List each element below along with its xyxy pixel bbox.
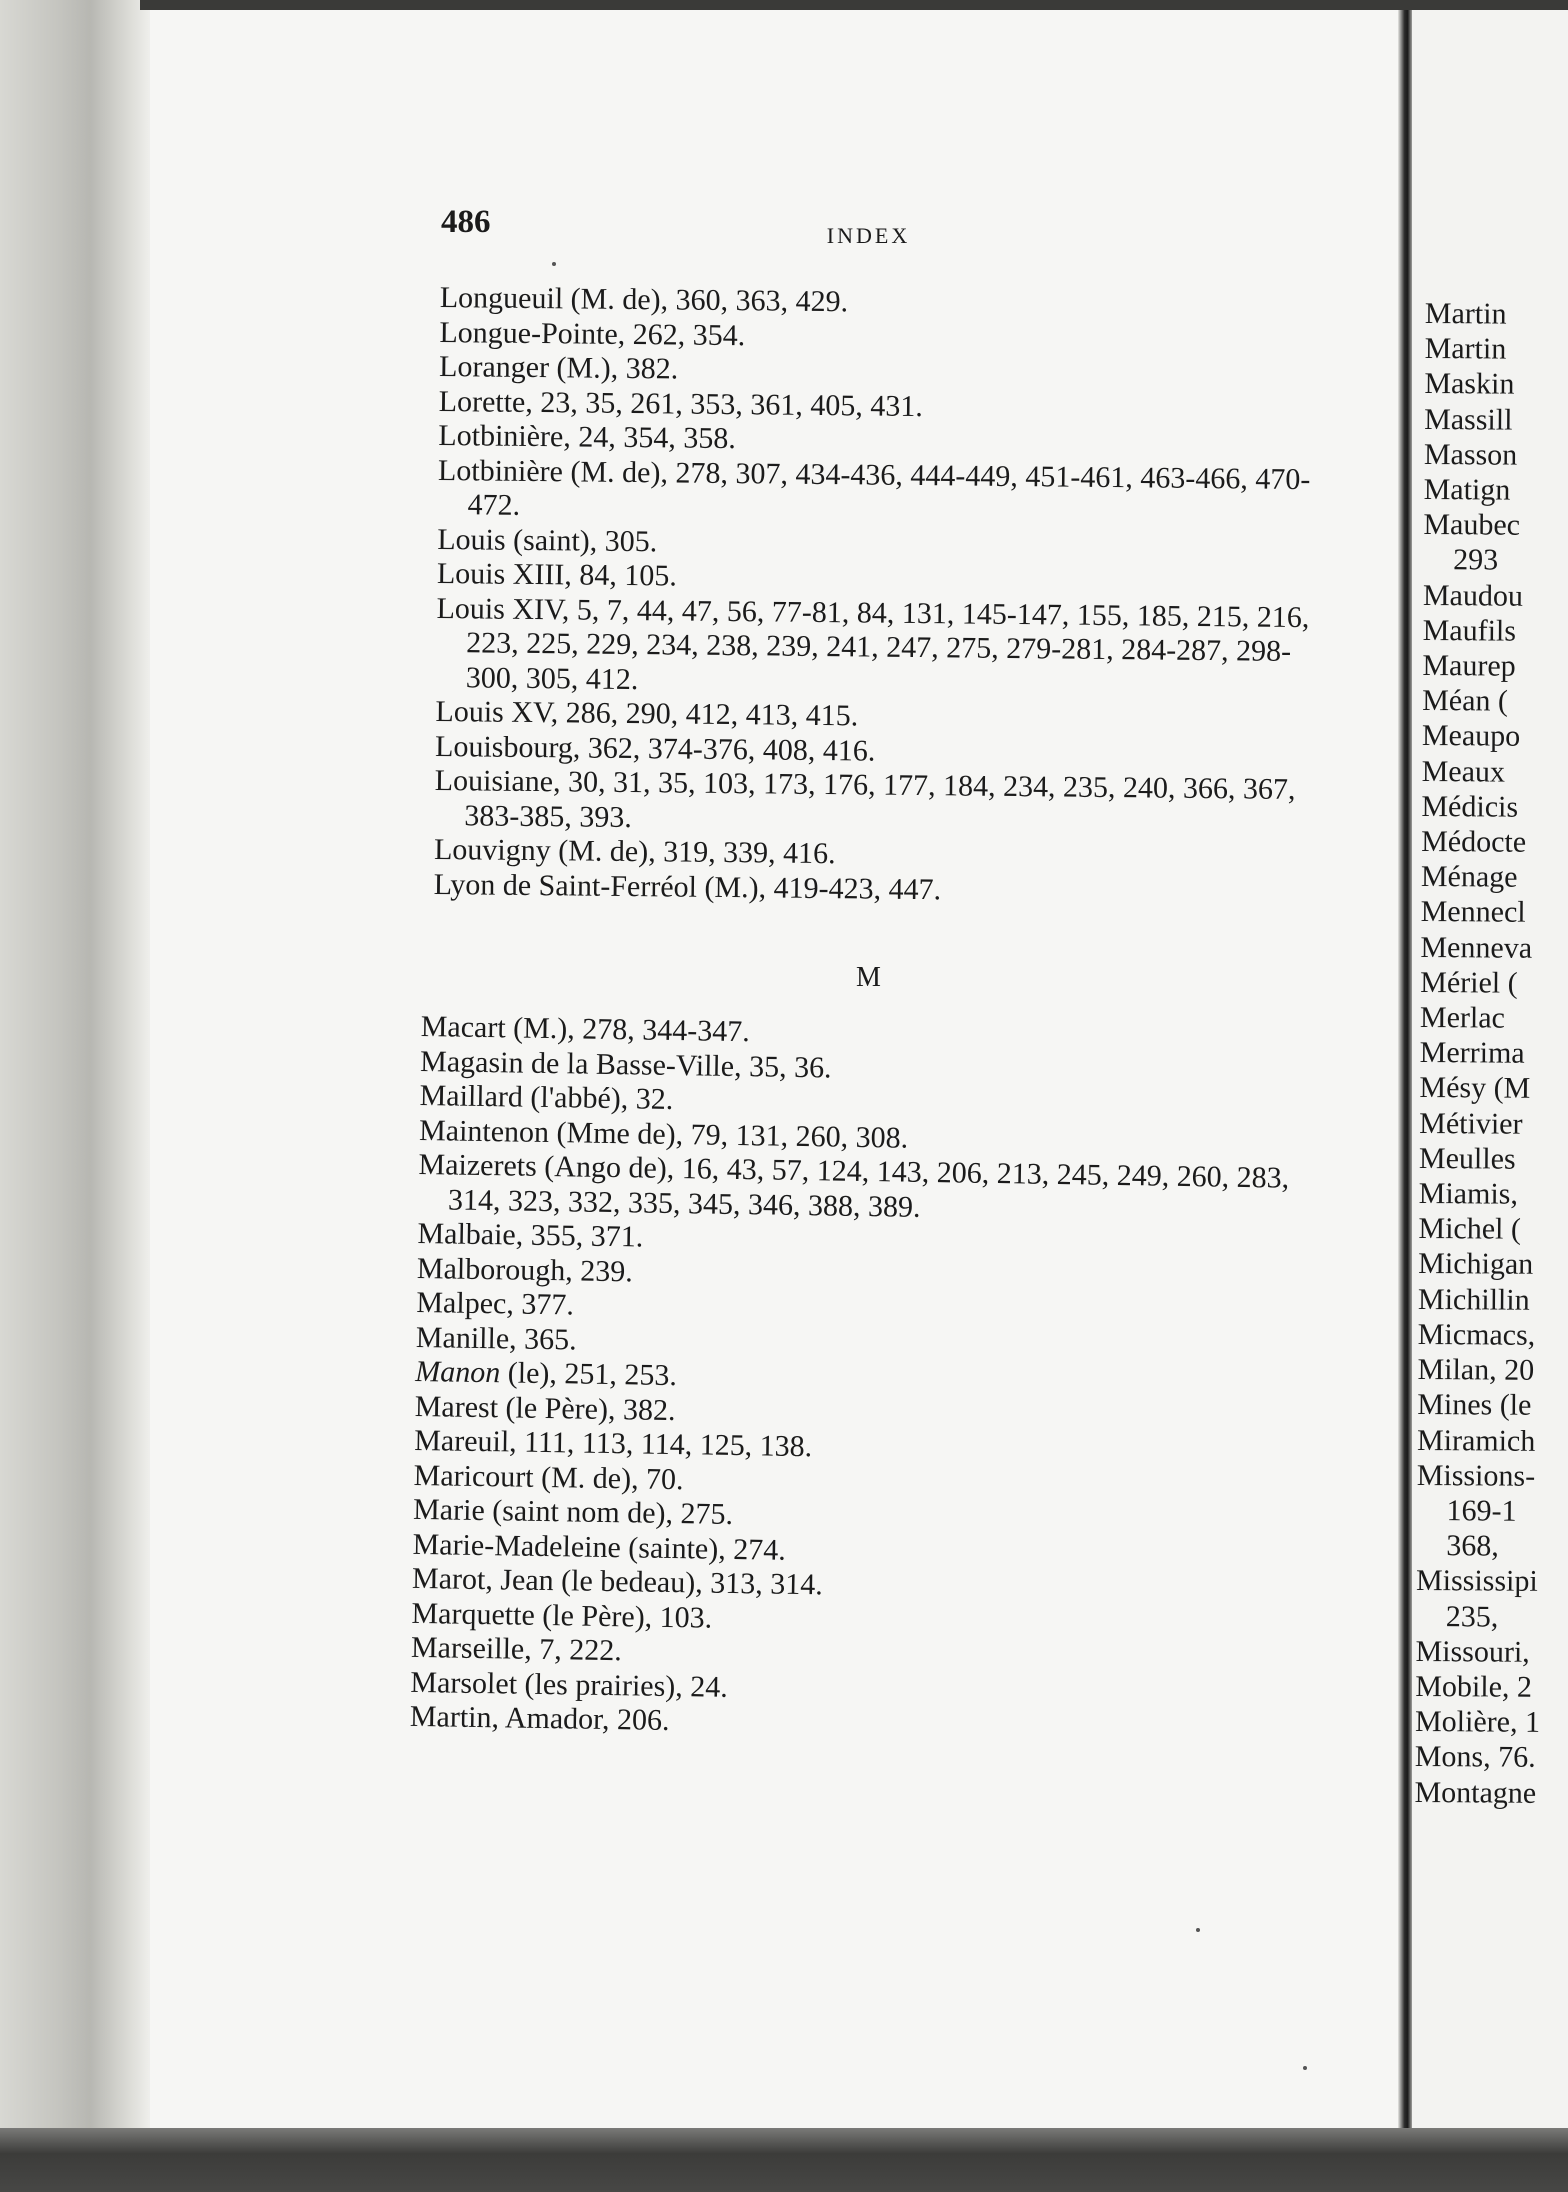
index-fragment: Meaux (1421, 754, 1506, 789)
index-entry: Malpec, 377. (416, 1285, 575, 1322)
index-fragment: Merlac (1419, 1001, 1506, 1035)
index-entry: Maintenon (Mme de), 79, 131, 260, 308. (418, 1113, 909, 1155)
index-fragment: Micmacs, (1417, 1317, 1536, 1352)
index-entry: Magasin de la Basse-Ville, 35, 36. (419, 1044, 832, 1084)
index-fragment: Mississipi (1415, 1564, 1538, 1599)
index-entry: Louisbourg, 362, 374-376, 408, 416. (434, 729, 876, 768)
index-fragment: Maskin (1424, 367, 1515, 402)
index-entry: Maizerets (Ango de), 16, 43, 57, 124, 143, 206, 213, 245, 249, 260, 283, 314, 323, 332, 335, 345, 346, 388, 389. (418, 1147, 1290, 1224)
index-fragment: Mobile, 2 (1415, 1669, 1533, 1704)
index-entries-m (410, 1010, 1321, 1749)
index-entry: Marquette (le Père), 103. (411, 1596, 713, 1635)
index-entry: Louis XV, 286, 290, 412, 413, 415. (435, 694, 859, 733)
index-entry: Louis (saint), 305. (437, 522, 658, 558)
index-entry: Louis XIV, 5, 7, 44, 47, 56, 77-81, 84, 131, 145-147, 155, 185, 215, 216, 223, 225, 229, 234, 238, 239, 241, 247, 275, 279-281, 284-287, 298-300, 305, 412. (436, 591, 1310, 696)
index-fragment: Miramich (1416, 1423, 1536, 1458)
index-fragment: Mériel ( (1420, 965, 1518, 1000)
index-fragment: Massill (1424, 402, 1513, 437)
running-head: INDEX (826, 223, 911, 248)
index-entry: Maricourt (M. de), 70. (413, 1458, 684, 1496)
index-fragment: Martin (1424, 332, 1507, 366)
index-fragment: Milan, 20 (1417, 1353, 1535, 1387)
index-fragment: Mons, 76. (1414, 1740, 1536, 1775)
scan-bottom-border (0, 2128, 1568, 2192)
index-fragment: Ménage (1420, 860, 1518, 894)
index-fragment: Michigan (1418, 1247, 1534, 1282)
index-fragment: Menneva (1420, 930, 1533, 965)
index-entry: Marsolet (les prairies), 24. (410, 1665, 729, 1704)
index-entry: Maillard (l'abbé), 32. (419, 1078, 674, 1116)
index-fragment: Montagne (1414, 1775, 1537, 1810)
section-letter: M (856, 962, 881, 993)
index-entry: Lorette, 23, 35, 261, 353, 361, 405, 431. (438, 384, 924, 423)
index-entry-italic-title: Manon (415, 1354, 501, 1390)
index-entry-pages: (le), 251, 253. (500, 1356, 678, 1393)
index-entry: Loranger (M.), 382. (438, 349, 679, 386)
index-fragment: Masson (1423, 437, 1518, 472)
index-entry: Malbaie, 355, 371. (417, 1216, 644, 1254)
index-entry: Lotbinière, 24, 354, 358. (438, 418, 736, 456)
index-fragment: Merrima (1419, 1036, 1525, 1070)
index-entry: Manille, 365. (415, 1320, 577, 1356)
index-fragment: 235, (1445, 1599, 1499, 1634)
index-entry: Marot, Jean (le bedeau), 313, 314. (411, 1561, 823, 1602)
index-fragment: Médicis (1421, 789, 1519, 824)
index-fragment: Mennecl (1420, 895, 1526, 930)
index-fragment: Mésy (M (1419, 1071, 1531, 1106)
index-fragment: Médocte (1421, 825, 1527, 859)
index-entry: Macart (M.), 278, 344-347. (420, 1010, 751, 1049)
scan-speck (552, 262, 556, 266)
index-fragment: Maubec (1423, 508, 1521, 542)
index-entry: Louisiane, 30, 31, 35, 103, 173, 176, 177, 184, 234, 235, 240, 366, 367, 383-385, 393. (434, 763, 1296, 834)
index-entry: Longueuil (M. de), 360, 363, 429. (439, 281, 849, 319)
index-fragment: Michel ( (1418, 1212, 1522, 1246)
page-number: 486 (441, 204, 491, 240)
index-fragment: Martin (1424, 296, 1507, 331)
index-entry: Marie (saint nom de), 275. (412, 1492, 734, 1531)
index-fragment: Maurep (1422, 649, 1516, 683)
index-fragment: Métivier (1419, 1106, 1523, 1141)
index-fragment: 368, (1446, 1529, 1499, 1563)
index-fragment: 293 (1453, 543, 1499, 577)
index-entry: Marseille, 7, 222. (410, 1630, 623, 1668)
index-entry: Marest (le Père), 382. (414, 1389, 676, 1427)
index-entries-l (433, 281, 1339, 911)
index-entry: Mareuil, 111, 113, 114, 125, 138. (413, 1423, 813, 1464)
index-fragment: Matign (1423, 473, 1511, 507)
index-entry: Longue-Pointe, 262, 354. (439, 315, 746, 352)
index-entry: Louvigny (M. de), 319, 339, 416. (433, 832, 836, 871)
index-fragment: Meaupo (1421, 719, 1521, 754)
scan-speck (1196, 1928, 1200, 1932)
index-fragment: Michillin (1417, 1282, 1530, 1317)
index-entry: Marie-Madeleine (sainte), 274. (412, 1527, 787, 1567)
right-page-index-fragments (1414, 296, 1568, 1811)
index-fragment: Maufils (1422, 613, 1517, 648)
index-fragment: 169-1 (1446, 1494, 1517, 1528)
index-fragment: Molière, 1 (1414, 1705, 1541, 1739)
scan-top-border (140, 0, 1568, 10)
index-fragment: Meulles (1418, 1141, 1516, 1176)
index-fragment: Missouri, (1415, 1634, 1530, 1669)
index-entry: Malborough, 239. (416, 1251, 634, 1288)
index-entry: Martin, Amador, 206. (409, 1699, 670, 1737)
index-fragment: Maudou (1422, 578, 1524, 613)
index-fragment: Mines (le (1417, 1388, 1532, 1423)
index-fragment: Miamis, (1418, 1177, 1519, 1211)
index-fragment: Missions- (1416, 1458, 1536, 1493)
index-fragment: Méan ( (1422, 684, 1509, 718)
index-entry: Louis XIII, 84, 105. (436, 556, 678, 593)
page-edge (0, 0, 150, 2192)
index-entry: Lotbinière (M. de), 278, 307, 434-436, 444-449, 451-461, 463-466, 470-472. (437, 453, 1311, 522)
index-entry: Lyon de Saint-Ferréol (M.), 419-423, 447. (433, 867, 942, 906)
scan-speck (1303, 2066, 1307, 2070)
